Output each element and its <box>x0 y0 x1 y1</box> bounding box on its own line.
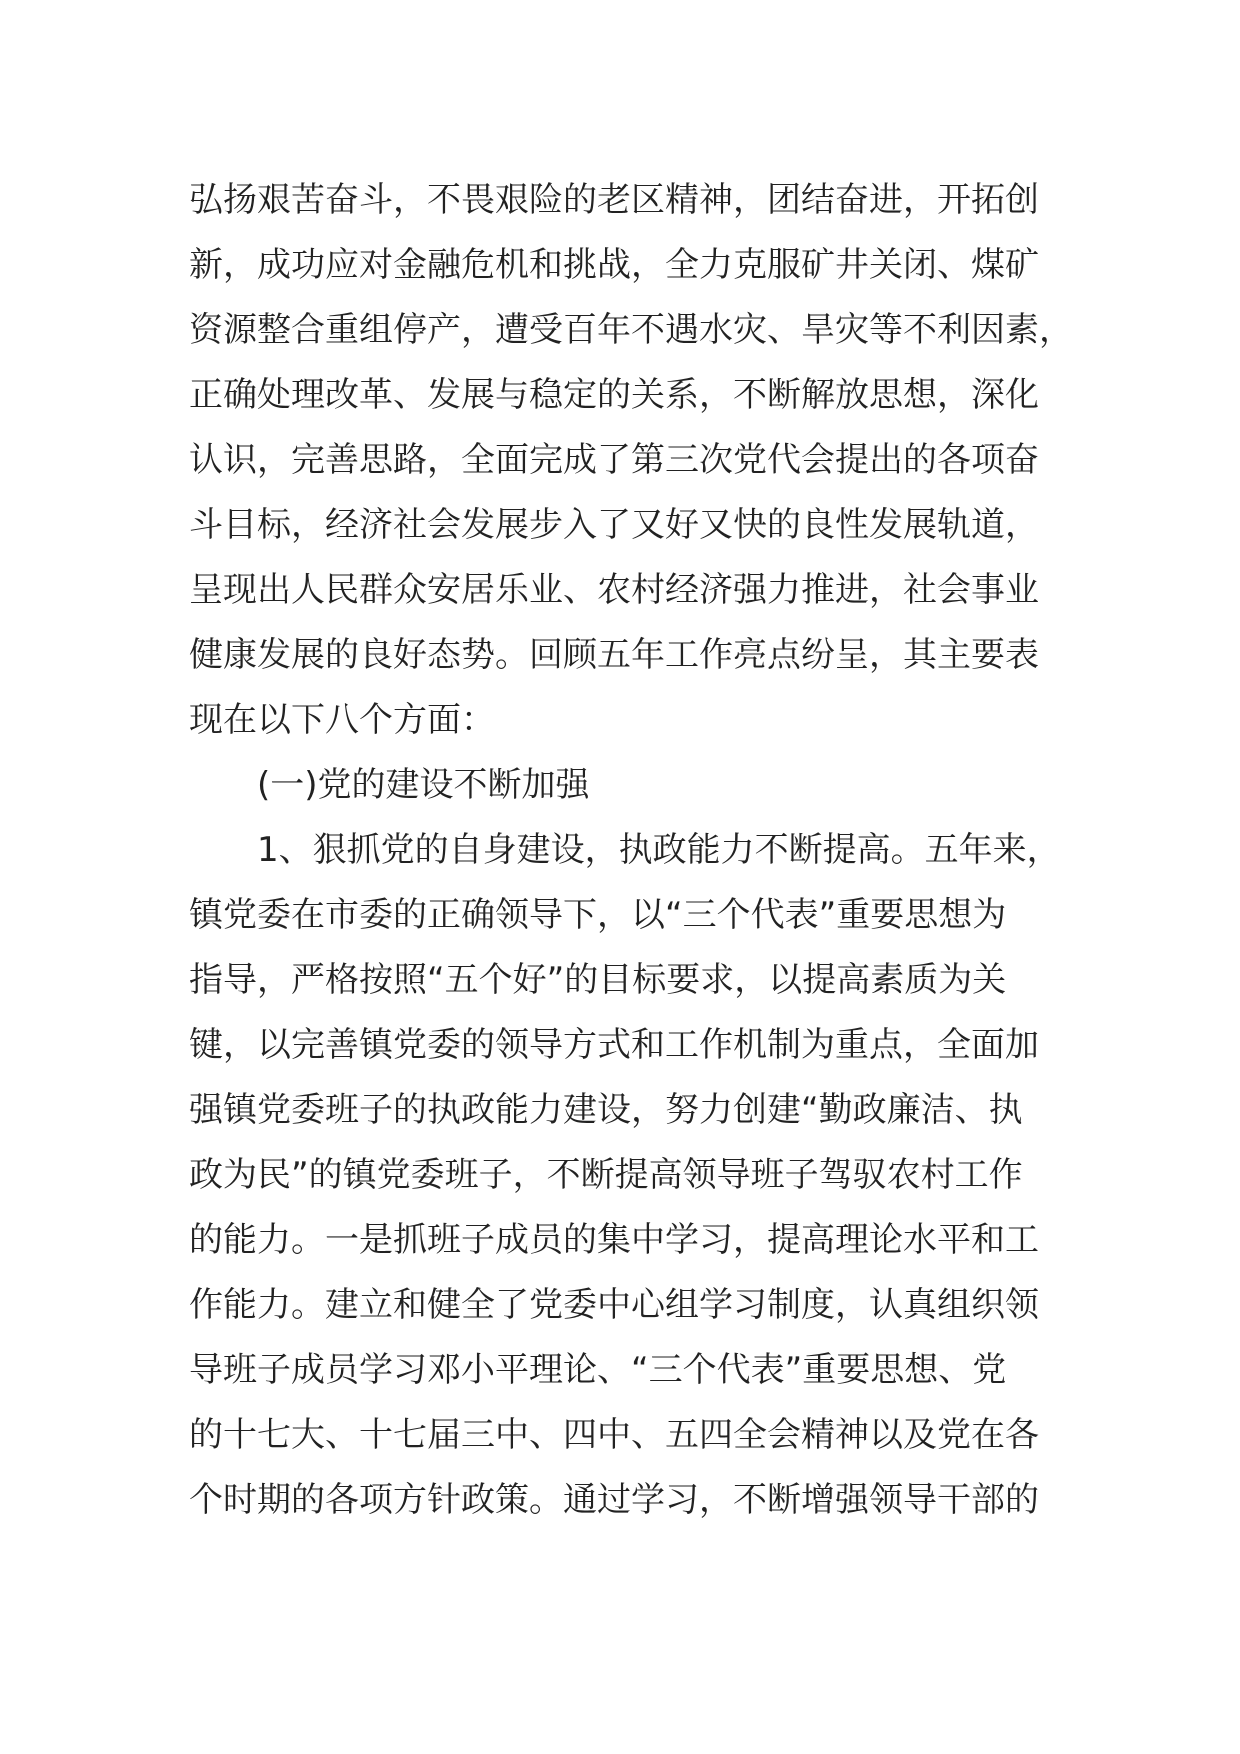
text-line: 指导，严格按照“五个好”的目标要求，以提高素质为关 <box>189 960 1007 1000</box>
text-line: 的能力。一是抓班子成员的集中学习，提高理论水平和工 <box>189 1220 1039 1260</box>
text-line: 现在以下八个方面： <box>189 700 495 740</box>
text-line: 的十七大、十七届三中、四中、五四全会精神以及党在各 <box>189 1415 1039 1455</box>
text-line: 正确处理改革、发展与稳定的关系，不断解放思想，深化 <box>189 375 1039 415</box>
text-line: 政为民”的镇党委班子，不断提高领导班子驾驭农村工作 <box>189 1155 1023 1195</box>
text-line: 新，成功应对金融危机和挑战，全力克服矿井关闭、煤矿 <box>189 245 1039 285</box>
text-line: 镇党委在市委的正确领导下，以“三个代表”重要思想为 <box>189 895 1007 935</box>
text-line: 资源整合重组停产，遭受百年不遇水灾、旱灾等不利因素， <box>189 310 1073 350</box>
document-body <box>189 168 1073 1533</box>
text-line: 健康发展的良好态势。回顾五年工作亮点纷呈，其主要表 <box>189 635 1039 675</box>
text-line: 斗目标，经济社会发展步入了又好又快的良性发展轨道， <box>189 505 1039 545</box>
text-line: 1、狠抓党的自身建设，执政能力不断提高。五年来， <box>257 830 1061 870</box>
paragraph-party-building <box>189 818 1069 1533</box>
section-heading: (一)党的建设不断加强 <box>257 765 590 805</box>
text-line: 强镇党委班子的执政能力建设，努力创建“勤政廉洁、执 <box>189 1090 1023 1130</box>
text-line: 认识，完善思路，全面完成了第三次党代会提出的各项奋 <box>189 440 1039 480</box>
text-line: 导班子成员学习邓小平理论、“三个代表”重要思想、党 <box>189 1350 1007 1390</box>
text-line: 键，以完善镇党委的领导方式和工作机制为重点，全面加 <box>189 1025 1039 1065</box>
text-line: 弘扬艰苦奋斗，不畏艰险的老区精神，团结奋进，开拓创 <box>189 180 1039 220</box>
text-line: 个时期的各项方针政策。通过学习，不断增强领导干部的 <box>189 1480 1039 1520</box>
text-line: 作能力。建立和健全了党委中心组学习制度，认真组织领 <box>189 1285 1039 1325</box>
paragraph-intro <box>189 168 1073 753</box>
text-line: 呈现出人民群众安居乐业、农村经济强力推进，社会事业 <box>189 570 1039 610</box>
